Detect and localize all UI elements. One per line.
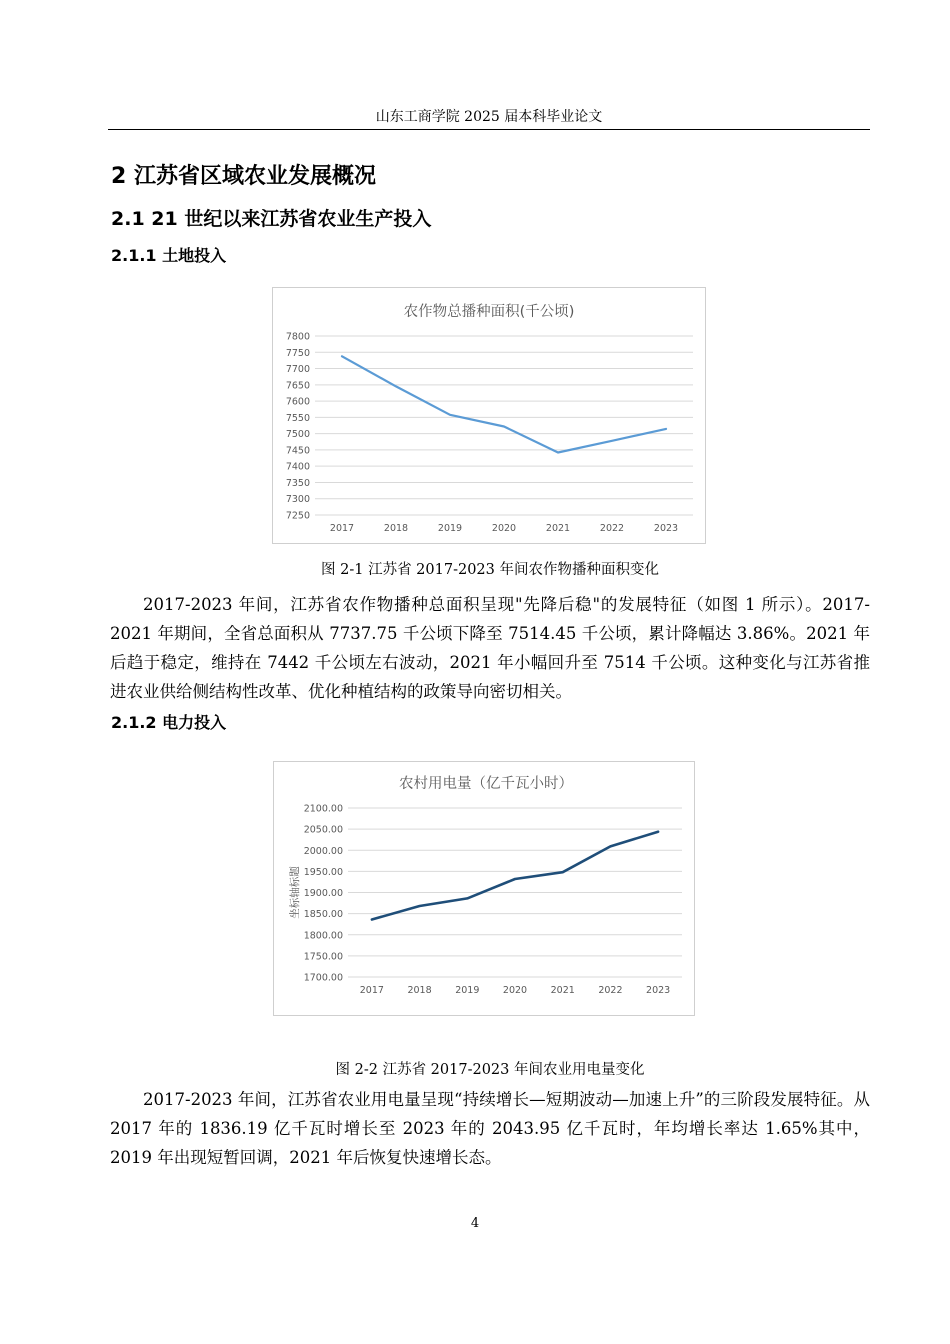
paragraph-power bbox=[110, 1085, 870, 1172]
figure-caption-1: 图 2-1 江苏省 2017-2023 年间农作物播种面积变化 bbox=[321, 562, 659, 578]
figure-caption-2: 图 2-2 江苏省 2017-2023 年间农业用电量变化 bbox=[335, 1062, 645, 1078]
y-tick-label: 7500 bbox=[285, 429, 310, 441]
page-number: 4 bbox=[470, 1216, 480, 1231]
y-tick-label: 1800.00 bbox=[303, 930, 343, 942]
y-tick-label: 7400 bbox=[285, 461, 310, 473]
x-tick-label: 2022 bbox=[599, 523, 625, 534]
y-tick-label: 1900.00 bbox=[303, 888, 343, 899]
paragraph-land-text: 2017-2023 年间，江苏省农作物播种总面积呈现"先降后稳"的发展特征（如图 1 所示）。2017-2021 年期间，全省总面积从 7737.75 千公顷下降至 7514.45 千公顷，累计降幅达 3.86%。2021 年后趋于稳定，维持在 7442 千公顷左右波动，2021 年小幅回升至 7514 千公顷。这种变化与江苏省推进农业供给侧结构性改革、优化种植结构的政策导向密切相关。 bbox=[110, 595, 870, 701]
series-line bbox=[372, 832, 658, 920]
y-tick-label: 1850.00 bbox=[303, 909, 343, 921]
y-tick-label: 2100.00 bbox=[303, 803, 343, 815]
x-tick-label: 2021 bbox=[550, 985, 575, 996]
x-tick-label: 2020 bbox=[502, 985, 528, 996]
y-tick-label: 7300 bbox=[285, 494, 310, 506]
x-tick-label: 2022 bbox=[598, 985, 623, 996]
section-heading: 2.1 21 世纪以来江苏省农业生产投入 bbox=[111, 208, 432, 230]
x-tick-label: 2018 bbox=[383, 523, 409, 534]
y-tick-label: 7550 bbox=[285, 412, 310, 424]
y-tick-label: 2050.00 bbox=[303, 824, 343, 836]
y-tick-label: 7700 bbox=[285, 364, 310, 376]
series-line bbox=[342, 356, 666, 452]
chart-rural-power bbox=[273, 761, 695, 1016]
y-tick-label: 1700.00 bbox=[303, 972, 343, 984]
x-tick-label: 2021 bbox=[545, 523, 571, 534]
subsection-heading-land: 2.1.1 土地投入 bbox=[111, 246, 227, 265]
x-tick-label: 2019 bbox=[455, 985, 480, 996]
header-rule bbox=[108, 129, 870, 130]
y-tick-label: 7250 bbox=[285, 510, 310, 522]
y-tick-label: 7750 bbox=[285, 347, 310, 359]
y-tick-label: 7350 bbox=[285, 477, 310, 489]
y-tick-label: 7600 bbox=[285, 396, 310, 408]
subsection-heading-power: 2.1.2 电力投入 bbox=[111, 713, 227, 732]
x-tick-label: 2017 bbox=[359, 985, 384, 996]
y-tick-label: 7450 bbox=[285, 445, 310, 457]
chart-sown-area bbox=[272, 287, 706, 544]
page-header: 山东工商学院 2025 届本科毕业论文 bbox=[375, 109, 603, 125]
paragraph-power-text: 2017-2023 年间，江苏省农业用电量呈现“持续增长—短期波动—加速上升”的三阶段发展特征。从 2017 年的 1836.19 亿千瓦时增长至 2023 年的 2043.95 亿千瓦时，年均增长率达 1.65%其中，2019 年出现短暂回调，2021 年后恢复快速增长态。 bbox=[110, 1090, 870, 1167]
x-tick-label: 2020 bbox=[491, 523, 517, 534]
x-tick-label: 2023 bbox=[653, 523, 679, 534]
y-tick-label: 1750.00 bbox=[303, 951, 343, 963]
chart-sown-area-svg bbox=[273, 288, 705, 543]
y-tick-label: 1950.00 bbox=[303, 866, 343, 878]
x-tick-label: 2017 bbox=[329, 523, 355, 534]
x-tick-label: 2018 bbox=[407, 985, 432, 996]
y-tick-label: 7650 bbox=[285, 380, 310, 392]
chart-title: 农村用电量（亿千瓦小时） bbox=[399, 776, 573, 792]
y-tick-label: 7800 bbox=[285, 331, 310, 343]
x-tick-label: 2023 bbox=[646, 985, 671, 996]
x-tick-label: 2019 bbox=[437, 523, 463, 534]
chapter-heading: 2 江苏省区域农业发展概况 bbox=[111, 164, 376, 189]
chart-rural-power-svg bbox=[274, 762, 694, 1015]
paragraph-land bbox=[110, 590, 870, 706]
chart-title: 农作物总播种面积(千公顷) bbox=[403, 304, 575, 320]
y-tick-label: 2000.00 bbox=[303, 845, 343, 857]
y-axis-title: 坐标轴标题 bbox=[289, 866, 301, 919]
